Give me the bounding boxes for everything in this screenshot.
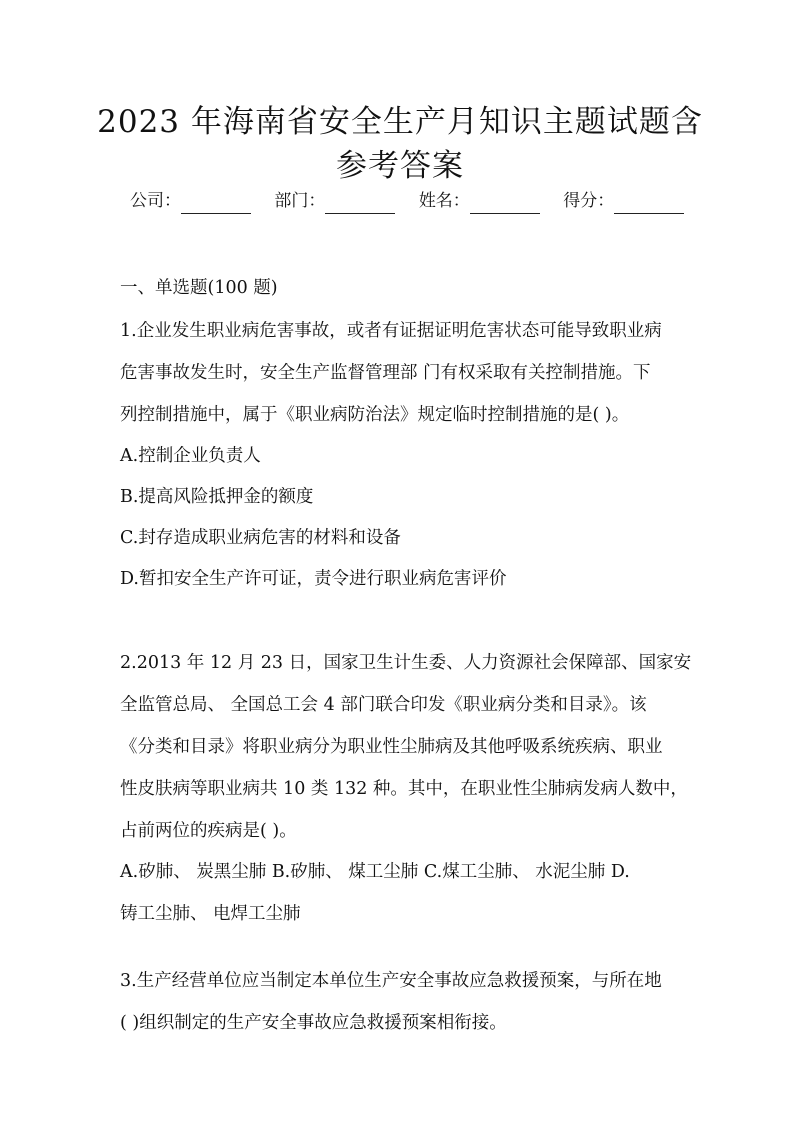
question-1-option-d: D.暂扣安全生产许可证，责令进行职业病危害评价 [120,569,507,589]
department-label: 部门： [274,191,326,211]
question-2-line-5: 占前两位的疾病是( )。 [120,821,297,841]
question-1-option-a: A.控制企业负责人 [120,446,261,466]
info-fields [130,188,690,214]
question-2-line-1: 2.2013 年 12 月 23 日，国家卫生计生委、人力资源社会保障部、国家安 [120,653,692,673]
question-3-line-1: 3.生产经营单位应当制定本单位生产安全事故应急救援预案，与所在地 [120,971,662,991]
question-2-line-2: 全监管总局、 全国总工会 4 部门联合印发《职业病分类和目录》。该 [120,695,647,715]
name-label: 姓名： [418,191,470,211]
score-blank [614,195,684,214]
score-label: 得分： [563,191,615,211]
document-title-line1: 2023 年海南省安全生产月知识主题试题含 [97,104,703,140]
question-1-option-b: B.提高风险抵押金的额度 [120,487,314,507]
section-heading: 一、单选题(100 题) [120,278,278,298]
question-2-line-3: 《分类和目录》将职业病分为职业性尘肺病及其他呼吸系统疾病、职业 [120,737,663,757]
question-3-line-2: ( )组织制定的生产安全事故应急救援预案相衔接。 [120,1013,507,1033]
question-1-option-c: C.封存造成职业病危害的材料和设备 [120,528,401,548]
question-1-line-2: 危害事故发生时，安全生产监督管理部 门有权采取有关控制措施。下 [120,363,651,383]
document-title-line2: 参考答案 [336,148,464,184]
question-1-line-3: 列控制措施中，属于《职业病防治法》规定临时控制措施的是( )。 [120,405,630,425]
question-1-line-1: 1.企业发生职业病危害事故，或者有证据证明危害状态可能导致职业病 [120,321,662,341]
department-blank [325,195,395,214]
company-label: 公司： [130,191,181,211]
question-2-options-line-1: A.矽肺、 炭黑尘肺 B.矽肺、 煤工尘肺 C.煤工尘肺、 水泥尘肺 D. [120,862,630,882]
name-blank [470,195,540,214]
question-2-line-4: 性皮肤病等职业病共 10 类 132 种。其中，在职业性尘肺病发病人数中， [120,779,688,799]
question-2-options-line-2: 铸工尘肺、 电焊工尘肺 [120,904,301,924]
company-blank [181,195,251,214]
